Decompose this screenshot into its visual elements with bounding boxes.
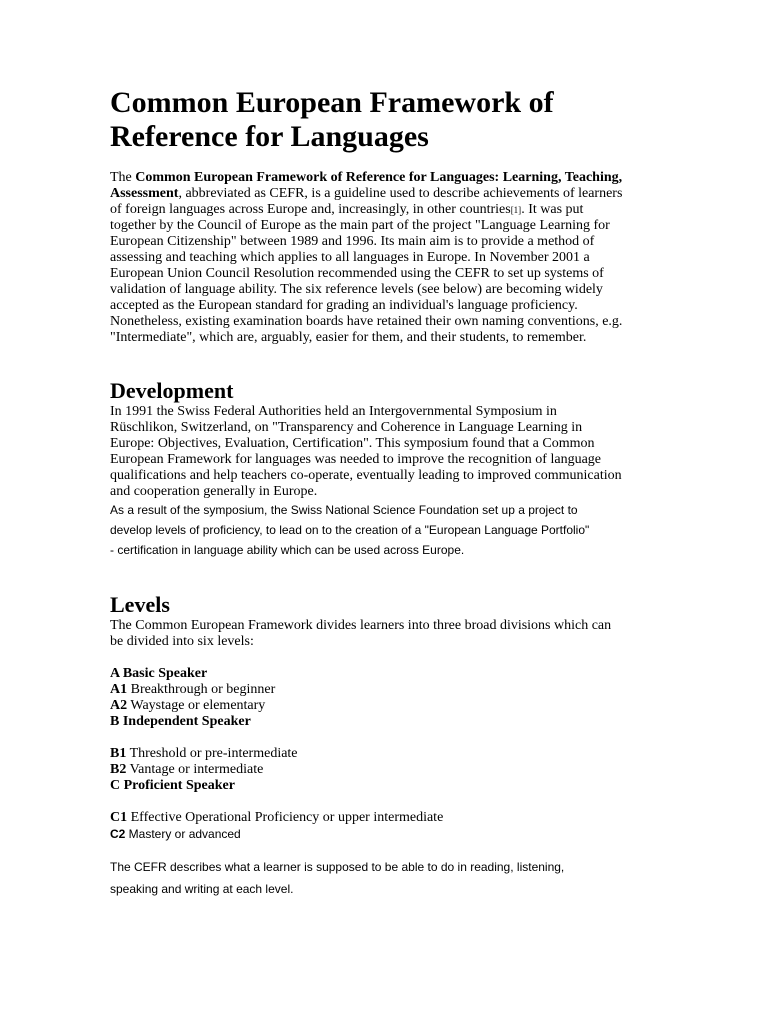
intro-bold-assessment: Assessment — [110, 186, 179, 201]
level-a1 — [110, 682, 662, 698]
level-code: C1 — [110, 810, 128, 825]
level-code: A1 — [110, 682, 128, 697]
title-line-1: Common European Framework of — [110, 86, 554, 119]
closing-line-2: speaking and writing at each level. — [110, 882, 294, 896]
intro-line-6: assessing and teaching which applies to all languages in Europe. In November 2001 a — [110, 250, 590, 265]
intro-line-1 — [110, 170, 662, 186]
level-code: B2 — [110, 762, 127, 777]
level-group-b: B Independent Speaker — [110, 714, 251, 729]
level-c2 — [110, 826, 662, 842]
levels-intro-line-1: The Common European Framework divides learners into three broad divisions which can — [110, 618, 612, 633]
development-line: and cooperation generally in Europe. — [110, 484, 318, 499]
intro-lead: The — [110, 170, 136, 185]
intro-line-7: European Union Council Resolution recommended using the CEFR to set up systems of — [110, 266, 604, 281]
intro-paragraph — [110, 170, 662, 346]
title-line-2: Reference for Languages — [110, 120, 429, 153]
intro-line-5: European Citizenship" between 1989 and 1996. Its main aim is to provide a method of — [110, 234, 595, 249]
level-c1 — [110, 810, 662, 826]
level-text: Threshold or pre-intermediate — [126, 746, 298, 761]
development-heading: Development — [110, 378, 234, 403]
development-paragraph — [110, 404, 662, 500]
closing-line-1: The CEFR describes what a learner is supposed to be able to do in reading, listening, — [110, 860, 565, 874]
reference-link[interactable]: [1] — [510, 205, 522, 215]
intro-text-2: of foreign languages across Europe and, increasingly, in other countries — [110, 202, 511, 217]
intro-line-2 — [110, 186, 662, 202]
level-a2 — [110, 698, 662, 714]
level-text: Vantage or intermediate — [126, 762, 264, 777]
intro-line-9: accepted as the European standard for grading an individual's language proficiency. — [110, 298, 578, 313]
page-title — [110, 86, 662, 154]
level-code: B1 — [110, 746, 127, 761]
levels-list-c — [110, 810, 662, 826]
development-sans-line: - certification in language ability which can be used across Europe. — [110, 543, 465, 557]
level-code: C2 — [110, 827, 126, 841]
level-group-a: A Basic Speaker — [110, 666, 208, 681]
development-line: European Framework for languages was needed to improve the recognition of language — [110, 452, 601, 467]
intro-line-4: together by the Council of Europe as the main part of the project "Language Learning for — [110, 218, 610, 233]
levels-list-b — [110, 746, 662, 794]
level-text: Waystage or elementary — [127, 698, 266, 713]
level-b1 — [110, 746, 662, 762]
levels-closing — [110, 856, 662, 900]
level-c2-line — [110, 826, 662, 842]
development-sans-paragraph — [110, 500, 662, 560]
levels-list-a — [110, 666, 662, 730]
intro-bold-title: Common European Framework of Reference for Languages: Learning, Teaching, — [135, 170, 623, 185]
levels-intro-line-2: be divided into six levels: — [110, 634, 254, 649]
development-sans-line: develop levels of proficiency, to lead on to the creation of a "European Language Portfolio" — [110, 523, 590, 537]
intro-line-10: Nonetheless, existing examination boards have retained their own naming conventions, e.g. — [110, 314, 623, 329]
development-line: qualifications and help teachers co-operate, eventually leading to improved communication — [110, 468, 622, 483]
level-text: Breakthrough or beginner — [127, 682, 276, 697]
intro-line-11: "Intermediate", which are, arguably, easier for them, and their students, to remember. — [110, 330, 587, 345]
level-text: Effective Operational Proficiency or upper intermediate — [127, 810, 444, 825]
levels-heading: Levels — [110, 592, 170, 617]
document-page — [110, 86, 662, 900]
intro-line-8: validation of language ability. The six reference levels (see below) are becoming widely — [110, 282, 603, 297]
level-b2 — [110, 762, 662, 778]
level-code: A2 — [110, 698, 128, 713]
levels-intro — [110, 618, 662, 650]
intro-text-3: . It was put — [521, 202, 584, 217]
level-text: Mastery or advanced — [125, 827, 241, 841]
intro-line-3 — [110, 202, 662, 218]
level-group-c: C Proficient Speaker — [110, 778, 235, 793]
development-line: Europe: Objectives, Evaluation, Certification". This symposium found that a Common — [110, 436, 595, 451]
development-line: Rüschlikon, Switzerland, on "Transparency and Coherence in Language Learning in — [110, 420, 583, 435]
development-line: In 1991 the Swiss Federal Authorities held an Intergovernmental Symposium in — [110, 404, 557, 419]
development-sans-line: As a result of the symposium, the Swiss National Science Foundation set up a project to — [110, 503, 578, 517]
intro-text-1: , abbreviated as CEFR, is a guideline used to describe achievements of learners — [178, 186, 623, 201]
